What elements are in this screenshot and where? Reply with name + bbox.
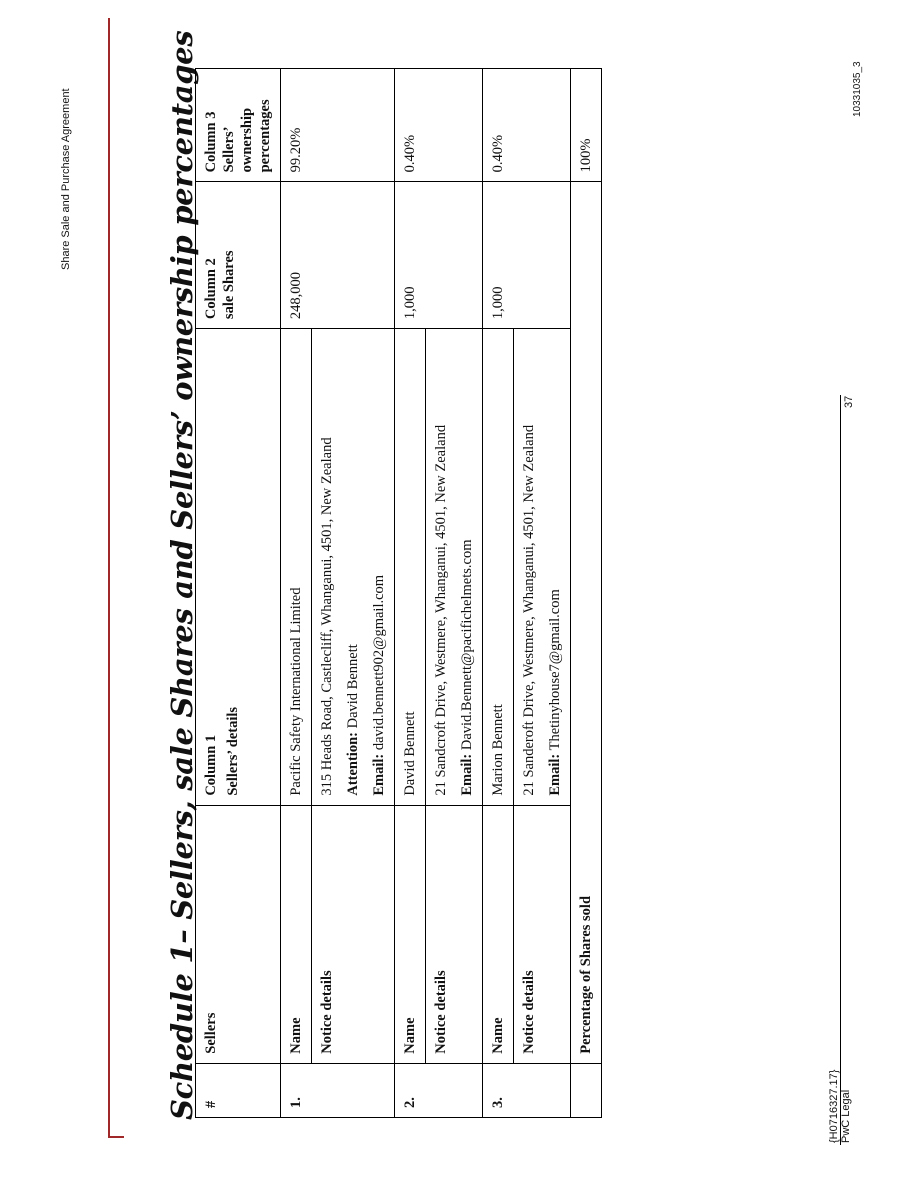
email-line (458, 338, 476, 796)
sale-shares: 1,000 (483, 182, 571, 329)
document-reference: 10331035_3 (852, 61, 863, 117)
header-col2-sub: sale Shares (221, 250, 237, 320)
rotated-page (110, 20, 870, 1140)
header-col1-title: Column 1 (203, 734, 219, 796)
ownership-percentage: 99.20% (281, 69, 395, 182)
email-label: Email: (459, 753, 475, 796)
row-number: 1. (281, 1063, 395, 1117)
address: 315 Heads Road, Castlecliff, Whanganui, 4501, New Zealand (319, 437, 335, 796)
email-label: Email: (371, 753, 387, 796)
table-row (483, 69, 514, 1118)
row-number: 3. (483, 1063, 571, 1117)
header-col1 (196, 329, 281, 806)
total-value: 100% (571, 69, 602, 182)
notice-label: Notice details (514, 805, 571, 1063)
header-col2-title: Column 2 (203, 258, 219, 320)
page-number: 37 (843, 395, 855, 408)
ownership-percentage: 0.40% (483, 69, 571, 182)
schedule-table (195, 68, 602, 1118)
header-num: # (196, 1063, 281, 1117)
header-col3-sub: Sellers’ ownership percentages (221, 99, 273, 173)
notice-label: Notice details (312, 805, 395, 1063)
email-line (546, 338, 564, 796)
document-header-title: Share Sale and Purchase Agreement (60, 88, 72, 270)
email-label: Email: (547, 753, 563, 796)
total-label: Percentage of Shares sold (571, 182, 602, 1063)
sale-shares: 1,000 (395, 182, 483, 329)
address: 21 Sanderoft Drive, Westmere, Whanganui, 4501, New Zealand (521, 424, 537, 796)
notice-details (514, 329, 571, 806)
name-label: Name (281, 805, 312, 1063)
notice-details (312, 329, 395, 806)
header-sellers: Sellers (196, 805, 281, 1063)
name-label: Name (483, 805, 514, 1063)
total-empty-cell (571, 1063, 602, 1117)
notice-details (426, 329, 483, 806)
header-col1-sub: Sellers’ details (225, 706, 241, 796)
address: 21 Sandcroft Drive, Westmere, Whanganui, 4501, New Zealand (433, 424, 449, 796)
notice-label: Notice details (426, 805, 483, 1063)
attention-line (344, 338, 362, 796)
email-value: david.bennett902@gmail.com (371, 574, 387, 751)
footer-ref: {H0716327.17} (828, 1069, 840, 1143)
header-col2 (196, 182, 281, 329)
table-row (395, 69, 426, 1118)
email-line (370, 338, 388, 796)
header-col3 (196, 69, 281, 182)
sale-shares: 248,000 (281, 182, 395, 329)
schedule-title: Schedule 1– Sellers, sale Shares and Sellers’ ownership percentages (165, 30, 199, 1120)
attention-label: Attention: (345, 732, 361, 796)
table-row (281, 69, 312, 1118)
footer-firm: PwC Legal (840, 1089, 852, 1143)
ownership-percentage: 0.40% (395, 69, 483, 182)
name-label: Name (395, 805, 426, 1063)
attention-value: David Bennett (345, 644, 361, 729)
email-value: David.Bennett@pacifichelmets.com (459, 539, 475, 751)
email-value: Thetinyhouse7@gmail.com (547, 589, 563, 751)
row-number: 2. (395, 1063, 483, 1117)
table-header-row (196, 69, 281, 1118)
header-col3-title: Column 3 (203, 111, 219, 173)
seller-name: David Bennett (395, 329, 426, 806)
seller-name: Marion Bennett (483, 329, 514, 806)
total-row (571, 69, 602, 1118)
seller-name: Pacific Safety International Limited (281, 329, 312, 806)
